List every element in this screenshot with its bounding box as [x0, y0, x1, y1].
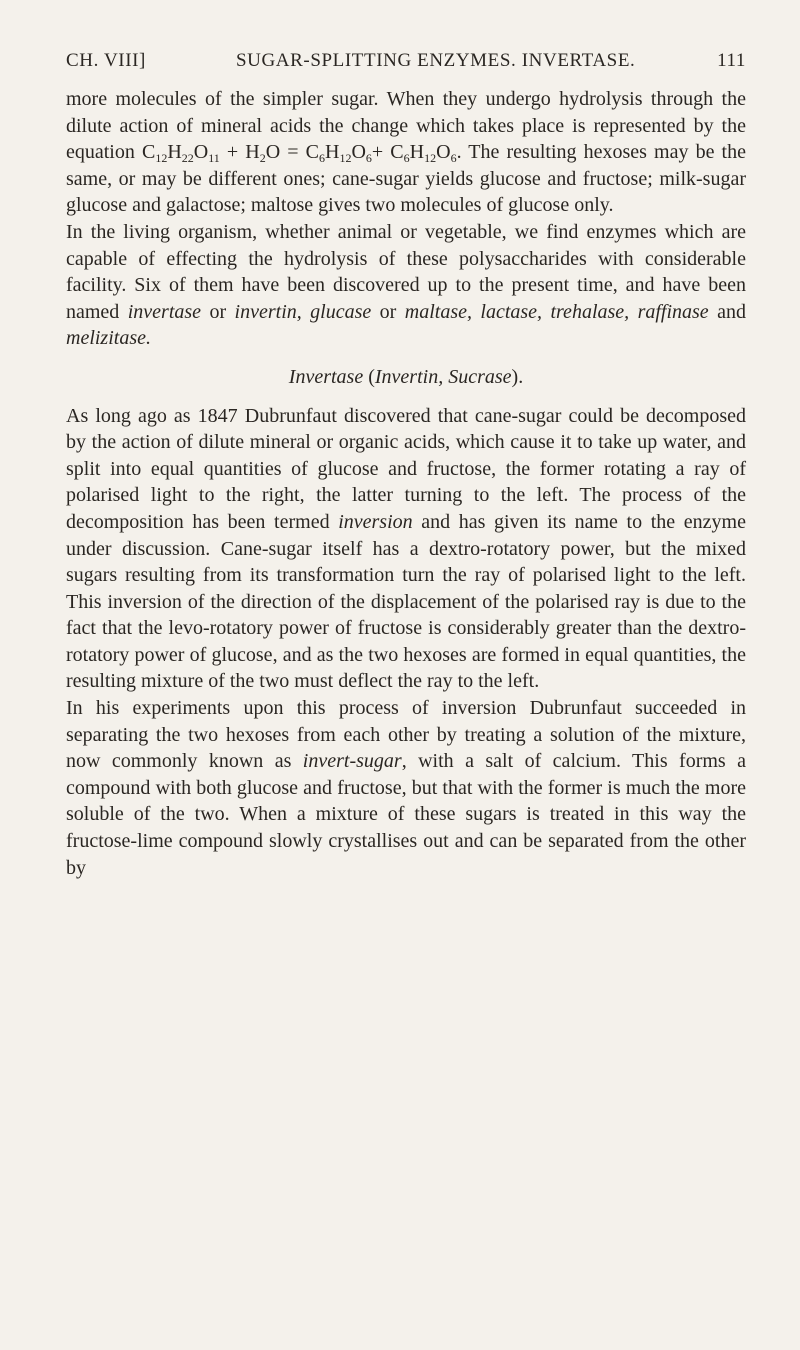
eq-part: + H — [219, 141, 260, 164]
enzyme-name: invertase — [127, 300, 202, 323]
paragraph-1-text-a: more molecules of the simpler sugar. When they undergo hydrolysis through the dilute action of mineral acids the change which takes place is represented by the equation — [66, 88, 746, 164]
eq-part: O — [436, 141, 451, 164]
eq-part: H — [167, 141, 182, 164]
term-inversion: inversion — [338, 510, 413, 533]
eq-part: H — [325, 141, 340, 164]
enzyme-name: melizitase. — [66, 327, 151, 350]
eq-subscript: 6 — [403, 151, 410, 166]
paragraph-1 — [66, 86, 746, 219]
paragraph-3 — [66, 403, 746, 696]
eq-subscript: 12 — [155, 151, 168, 166]
paragraph-4-text: , with a salt of calcium. This forms a compound with both glucose and fructose, but that with the former is much the more soluble of the two. When a mixture of these sugars is treated in this way the fructose-lime compound slowly crystallises out and can be separated from the other by — [66, 750, 746, 879]
section-heading-paren: ). — [511, 365, 524, 388]
section-heading-alt: Invertin, Sucrase — [374, 365, 512, 388]
chapter-label: CH. VIII] — [66, 50, 146, 71]
enzyme-name: invertin, glucase — [234, 300, 372, 323]
eq-subscript: 2 — [259, 151, 266, 166]
paragraph-4-text: In his experiments upon this process of inversion Dubrunfaut succeeded in separating the two hexoses from each other by treating a solution of the mixture, now commonly known as — [66, 697, 746, 773]
hydrolysis-equation — [141, 141, 462, 166]
eq-subscript: 22 — [181, 151, 194, 166]
eq-part: + C — [371, 141, 404, 164]
eq-subscript: 12 — [424, 151, 437, 166]
eq-part: O — [193, 141, 209, 164]
paragraph-2-text: In the living organism, whether animal or vegetable, we find enzymes which are capable of effecting the hydrolysis of these polysaccharides with considerable facility. Six of them have been discovered up to the present time, and have been named — [66, 220, 746, 323]
eq-subscript: 12 — [339, 151, 352, 166]
eq-subscript: 11 — [208, 151, 220, 166]
eq-part: H — [409, 141, 425, 164]
running-title: SUGAR-SPLITTING ENZYMES. INVERTASE. — [236, 50, 636, 71]
eq-part: C — [141, 141, 156, 164]
section-heading-main: Invertase — [288, 365, 364, 388]
term-invert-sugar: invert-sugar — [302, 750, 402, 773]
eq-subscript: 6 — [450, 151, 457, 166]
paragraph-3-text: As long ago as 1847 Dubrunfaut discovered that cane-sugar could be decomposed by the action of dilute mineral or organic acids, which cause it to take up water, and split into equal quantities of glucose and fructose, the former rotating a ray of polarised light to the right, the latter turning to the left. The process of the decomposition has been termed — [66, 404, 746, 533]
paragraph-2-text: or — [371, 300, 405, 323]
paragraph-1-text-b: The resulting hexoses may be the same, or may be different ones; cane-sugar yields glucose and fructose; milk-sugar glucose and galactose; maltose gives two molecules of glucose only. — [66, 141, 746, 217]
eq-part: O — [351, 141, 366, 164]
paragraph-2-text: or — [201, 300, 235, 323]
body-text — [66, 86, 746, 881]
section-heading-paren: ( — [363, 365, 375, 388]
enzyme-name: maltase, lactase, trehalase, raffinase — [404, 300, 709, 323]
eq-part: O = C — [265, 141, 320, 164]
eq-subscript: 6 — [319, 151, 326, 166]
page-number: 111 — [717, 50, 746, 71]
paragraph-3-text: and has given its name to the enzyme under discussion. Cane-sugar itself has a dextro-rotatory power, but the mixed sugars resulting from its transformation turn the ray of polarised light to the left. This inversion of the direction of the displacement of the polarised ray is due to the fact that the levo-rotatory power of fructose is considerably greater than the dextro-rotatory power of glucose, and as the two hexoses are formed in equal quantities, the resulting mixture of the two must deflect the ray to the left. — [66, 510, 746, 693]
paragraph-4 — [66, 695, 746, 881]
paragraph-2 — [66, 219, 746, 352]
eq-part: . — [456, 141, 462, 164]
eq-subscript: 6 — [365, 151, 372, 166]
paragraph-2-text: and — [708, 300, 746, 323]
running-header — [66, 50, 746, 80]
section-heading — [66, 364, 746, 391]
